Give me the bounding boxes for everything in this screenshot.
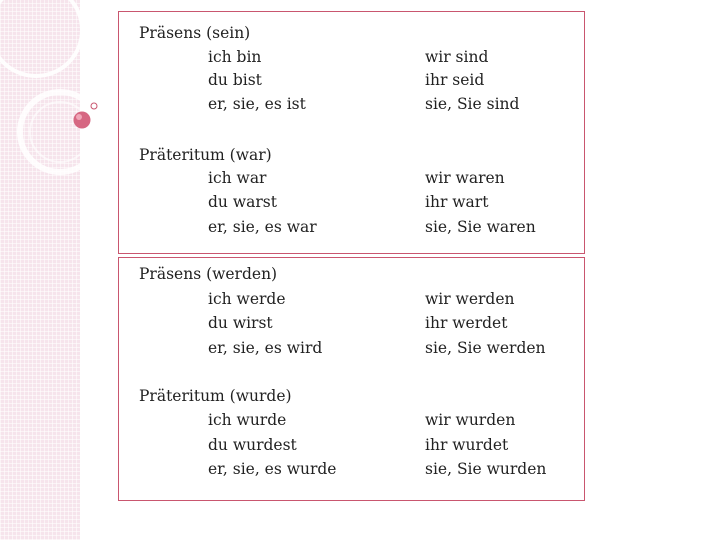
section-heading-praesens-werden: Präsens (werden)	[139, 265, 278, 283]
conjugation-singular-3: er, sie, es wird	[208, 339, 323, 357]
content-card-werden-wurde	[118, 257, 585, 501]
conjugation-plural-2: ihr seid	[425, 71, 485, 89]
conjugation-plural-1: wir waren	[425, 169, 505, 187]
conjugation-singular-2: du wirst	[208, 314, 273, 332]
conjugation-plural-1: wir wurden	[425, 411, 516, 429]
conjugation-plural-3: sie, Sie wurden	[425, 460, 547, 478]
content-card-sein-war	[118, 11, 585, 254]
conjugation-singular-1: ich war	[208, 169, 267, 187]
conjugation-plural-3: sie, Sie waren	[425, 218, 536, 236]
conjugation-singular-3: er, sie, es wurde	[208, 460, 337, 478]
conjugation-plural-2: ihr wurdet	[425, 436, 509, 454]
conjugation-singular-2: du wurdest	[208, 436, 297, 454]
conjugation-singular-2: du bist	[208, 71, 262, 89]
conjugation-plural-3: sie, Sie werden	[425, 339, 546, 357]
section-heading-praeteritum-wurde: Präteritum (wurde)	[139, 387, 292, 405]
conjugation-plural-3: sie, Sie sind	[425, 95, 520, 113]
conjugation-singular-3: er, sie, es ist	[208, 95, 306, 113]
conjugation-plural-2: ihr werdet	[425, 314, 508, 332]
conjugation-singular-1: ich wurde	[208, 411, 287, 429]
conjugation-singular-2: du warst	[208, 193, 277, 211]
conjugation-plural-1: wir werden	[425, 290, 515, 308]
conjugation-singular-1: ich bin	[208, 48, 262, 66]
conjugation-singular-3: er, sie, es war	[208, 218, 317, 236]
section-heading-praesens-sein: Präsens (sein)	[139, 24, 251, 42]
conjugation-plural-1: wir sind	[425, 48, 489, 66]
conjugation-singular-1: ich werde	[208, 290, 286, 308]
section-heading-praeteritum-war: Präteritum (war)	[139, 146, 272, 164]
decorative-circles	[0, 0, 130, 240]
conjugation-plural-2: ihr wart	[425, 193, 489, 211]
